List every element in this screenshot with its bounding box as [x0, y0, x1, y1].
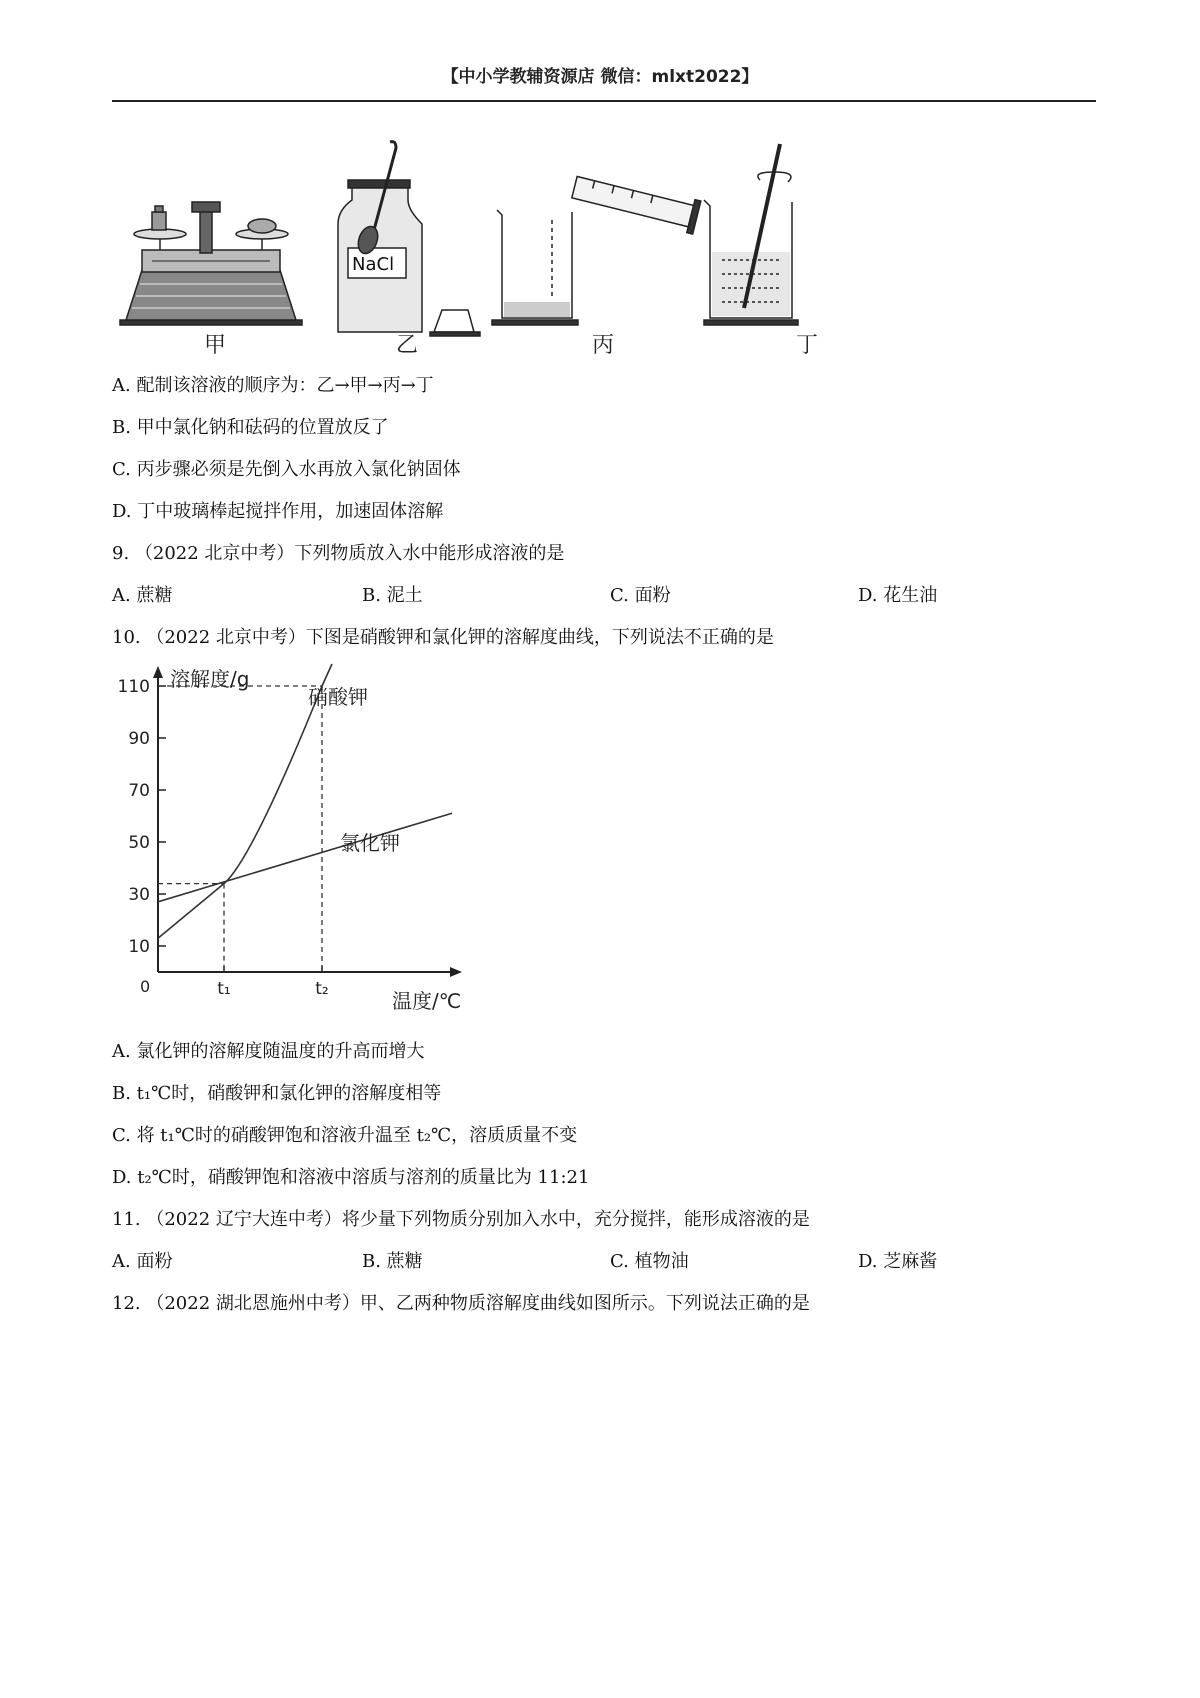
header-rule: [112, 88, 1096, 102]
q8-option-a: A. 配制该溶液的顺序为：乙→甲→丙→丁: [112, 375, 434, 396]
q9-option-d: D. 花生油: [858, 585, 938, 606]
figure-label-yi: 乙: [396, 333, 419, 358]
q10-option-b: B. t₁℃时，硝酸钾和氯化钾的溶解度相等: [112, 1083, 442, 1104]
q8-option-b: B. 甲中氯化钠和砝码的位置放反了: [112, 417, 389, 438]
y-axis-arrow: [153, 666, 163, 678]
solubility-chart: [112, 660, 492, 1020]
q9-option-c: C. 面粉: [610, 585, 671, 606]
x-axis-arrow: [450, 967, 462, 977]
q9-option-a: A. 蔗糖: [112, 585, 173, 606]
bottle-label: NaCl: [352, 254, 395, 275]
y-axis-label: 溶解度/g: [170, 667, 250, 691]
x-tick-label-0: t₁: [217, 979, 231, 999]
y-tick-label-5: 110: [117, 677, 150, 697]
series-line-kno3: [158, 664, 332, 938]
figure-label-bing: 丙: [592, 333, 615, 358]
q10-option-d: D. t₂℃时，硝酸钾饱和溶液中溶质与溶剂的质量比为 11:21: [112, 1167, 590, 1188]
figure-label-jia: 甲: [204, 333, 227, 358]
q11-option-c: C. 植物油: [610, 1251, 689, 1272]
q9-stem: 9. （2022 北京中考）下列物质放入水中能形成溶液的是: [112, 543, 565, 564]
q11-option-a: A. 面粉: [112, 1251, 173, 1272]
q9-option-b: B. 泥土: [362, 585, 423, 606]
balance-illustration: [120, 202, 302, 325]
y-tick-label-4: 90: [128, 729, 150, 749]
series-line-kcl: [158, 813, 452, 902]
series-label-kno3: 硝酸钾: [308, 685, 368, 709]
figure-label-ding: 丁: [796, 333, 819, 358]
series-label-kcl: 氯化钾: [340, 831, 400, 855]
q8-option-d: D. 丁中玻璃棒起搅拌作用，加速固体溶解: [112, 501, 444, 522]
y-tick-label-3: 70: [128, 781, 150, 801]
y-tick-label-2: 50: [128, 833, 150, 853]
x-tick-label-1: t₂: [315, 979, 329, 999]
q10-option-a: A. 氯化钾的溶解度随温度的升高而增大: [112, 1041, 425, 1062]
pouring-illustration: [492, 171, 701, 325]
stirring-illustration: [704, 144, 798, 325]
y-tick-label-1: 30: [128, 885, 150, 905]
q11-option-d: D. 芝麻酱: [858, 1251, 938, 1272]
q12-stem: 12. （2022 湖北恩施州中考）甲、乙两种物质溶解度曲线如图所示。下列说法正确的是: [112, 1293, 810, 1314]
reagent-bottle-illustration: [338, 142, 480, 336]
q11-option-b: B. 蔗糖: [362, 1251, 423, 1272]
page-header: 【中小学教辅资源店 微信：mlxt2022】: [441, 67, 759, 87]
q10-stem: 10. （2022 北京中考）下图是硝酸钾和氯化钾的溶解度曲线，下列说法不正确的是: [112, 627, 774, 648]
apparatus-figure: [112, 140, 892, 355]
origin-label: 0: [140, 977, 151, 996]
y-tick-label-0: 10: [128, 937, 150, 957]
q8-option-c: C. 丙步骤必须是先倒入水再放入氯化钠固体: [112, 459, 461, 480]
q10-option-c: C. 将 t₁℃时的硝酸钾饱和溶液升温至 t₂℃，溶质质量不变: [112, 1125, 578, 1146]
x-axis-label: 温度/℃: [392, 989, 462, 1013]
q11-stem: 11. （2022 辽宁大连中考）将少量下列物质分别加入水中，充分搅拌，能形成溶液的是: [112, 1209, 810, 1230]
